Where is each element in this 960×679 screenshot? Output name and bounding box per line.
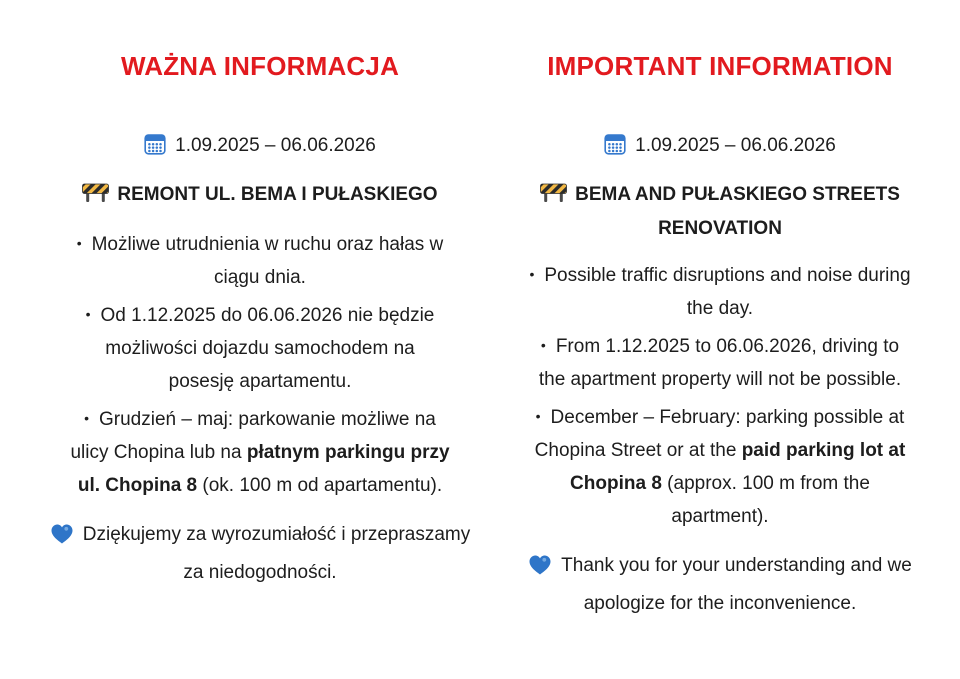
bullet-text: możliwości dojazdu samochodem na	[105, 338, 415, 359]
footer-note	[40, 518, 480, 589]
heading-line: REMONT UL. BEMA I PUŁASKIEGO	[117, 184, 438, 205]
bullet-dot: •	[540, 337, 546, 353]
bullet-item	[500, 400, 940, 533]
footer-line: Dziękujemy za wyrozumiałość i przepraszamy	[82, 524, 471, 545]
bullet-dot: •	[84, 410, 89, 426]
date-range-row	[40, 132, 480, 163]
blue-heart-icon	[528, 554, 552, 587]
footer-line: apologize for the inconvenience.	[583, 593, 857, 614]
bullet-text: Chopina Street or at the	[534, 440, 742, 461]
footer-text	[83, 524, 471, 583]
bullet-text: ul. Chopina 8	[77, 475, 198, 496]
calendar-icon	[144, 133, 166, 163]
bullet-item	[40, 227, 480, 294]
bullet-text: Grudzień – maj: parkowanie możliwe na	[99, 409, 436, 430]
heading-line: BEMA AND PUŁASKIEGO STREETS	[575, 184, 900, 205]
column-english	[500, 50, 940, 679]
bullet-text: the apartment property will not be possible.	[538, 369, 902, 390]
bullet-item	[500, 329, 940, 396]
section-heading	[40, 179, 480, 213]
bullet-text: ulicy Chopina lub na	[70, 442, 247, 463]
bullet-text: the day.	[686, 298, 754, 319]
bullet-item	[500, 258, 940, 325]
bullet-item	[40, 298, 480, 398]
bullet-item	[40, 402, 480, 502]
bullet-text: paid parking lot at	[741, 440, 906, 461]
construction-barrier-icon	[540, 182, 567, 213]
bullet-text: December – February: parking possible at	[550, 407, 905, 428]
bullet-text: ciągu dnia.	[214, 267, 306, 288]
bullet-text: From 1.12.2025 to 06.06.2026, driving to	[555, 336, 900, 357]
date-range-row	[500, 132, 940, 163]
date-range-text: 1.09.2025 – 06.06.2026	[175, 135, 376, 156]
bullet-text: apartment).	[671, 506, 769, 527]
bullet-text: płatnym parkingu przy	[246, 442, 450, 463]
bullet-dot: •	[85, 306, 91, 322]
footer-note	[500, 549, 940, 620]
bullet-text: posesję apartamentu.	[168, 371, 352, 392]
bullet-text: Od 1.12.2025 do 06.06.2026 nie będzie	[100, 305, 435, 326]
heading-text	[575, 184, 900, 239]
page-title-english: IMPORTANT INFORMATION	[547, 51, 893, 81]
bullet-dot: •	[529, 266, 535, 282]
heading-text	[117, 184, 437, 205]
footer-line: Thank you for your understanding and we	[561, 555, 912, 576]
bullet-text: (ok. 100 m od apartamentu).	[197, 475, 443, 496]
bullet-dot: •	[535, 408, 541, 424]
heading-line: RENOVATION	[658, 218, 782, 239]
bullet-text: Chopina 8	[570, 473, 662, 494]
bullet-dot: •	[76, 235, 82, 251]
bullet-text: (approx. 100 m from the	[661, 473, 870, 494]
footer-text	[561, 555, 912, 614]
bullet-list	[40, 227, 480, 502]
construction-barrier-icon	[82, 182, 109, 213]
blue-heart-icon	[50, 523, 74, 556]
footer-line: za niedogodności.	[183, 562, 337, 583]
bullet-text: Possible traffic disruptions and noise during	[544, 265, 911, 286]
date-range-text: 1.09.2025 – 06.06.2026	[635, 135, 836, 156]
page-title-polish: WAŻNA INFORMACJA	[120, 51, 400, 81]
section-heading	[500, 179, 940, 244]
bullet-list	[500, 258, 940, 533]
bullet-text: Możliwe utrudnienia w ruchu oraz hałas w	[91, 234, 444, 255]
column-polish	[40, 50, 480, 679]
calendar-icon	[604, 133, 626, 163]
